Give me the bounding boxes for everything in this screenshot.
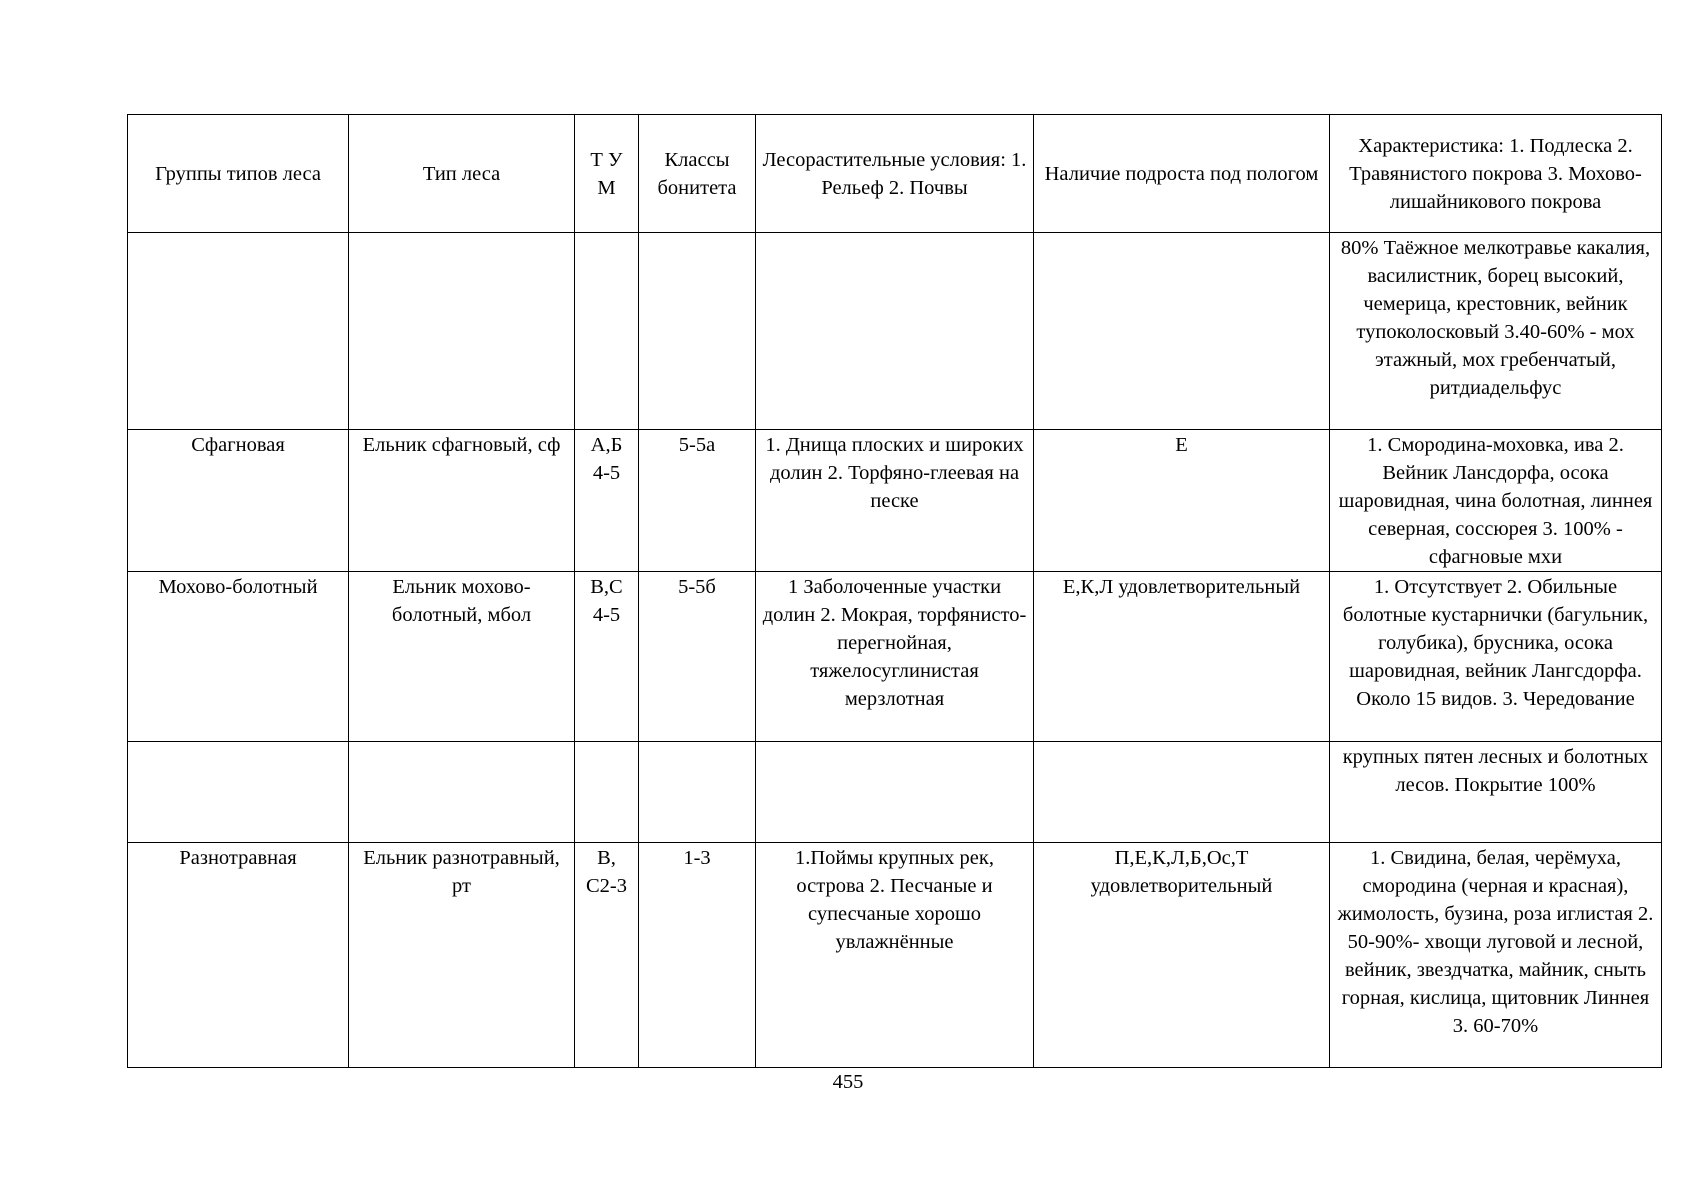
table-row [128,843,1662,1068]
table-cell: 1 Заболоченные участки долин 2. Мокрая, торфянисто-перегнойная, тяжелосуглинистая мерзлотная [756,572,1034,742]
table-cell: 1. Отсутствует 2. Обильные болотные кустарнички (багульник, голубика), брусника, осока шаровидная, вейник Лангсдорфа. Около 15 видов. 3. Чередование [1330,572,1662,742]
forest-types-table [127,114,1662,1068]
table-cell [1034,742,1330,843]
table-cell [128,233,349,430]
table-cell: 1-3 [639,843,756,1068]
table-cell: А,Б 4-5 [575,430,639,572]
table-cell: 1. Смородина-моховка, ива 2. Вейник Лансдорфа, осока шаровидная, чина болотная, линнея северная, соссюрея 3. 100% - сфагновые мхи [1330,430,1662,572]
table-cell: крупных пятен лесных и болотных лесов. Покрытие 100% [1330,742,1662,843]
table-cell: Разнотравная [128,843,349,1068]
table-row [128,742,1662,843]
table-cell [639,742,756,843]
table-cell [639,233,756,430]
header-forest-type: Тип леса [349,115,575,233]
header-bonitet-classes: Классы бонитета [639,115,756,233]
table-cell [128,742,349,843]
table-cell: В,С 4-5 [575,572,639,742]
table-header-row [128,115,1662,233]
table-cell: П,Е,К,Л,Б,Ос,Т удовлетворительный [1034,843,1330,1068]
table-cell: 80% Таёжное мелкотравье какалия, василистник, борец высокий, чемерица, крестовник, вейник тупоколосковый 3.40-60% - мох этажный, мох гребенчатый, ритдиадельфус [1330,233,1662,430]
table-cell: В, С2-3 [575,843,639,1068]
table-cell [349,233,575,430]
table-cell: Е,К,Л удовлетворительный [1034,572,1330,742]
table-cell: 1.Поймы крупных рек, острова 2. Песчаные и супесчаные хорошо увлажнённые [756,843,1034,1068]
header-tum: Т У М [575,115,639,233]
table-cell: Ельник мохово-болотный, мбол [349,572,575,742]
table-cell: Сфагновая [128,430,349,572]
table-cell [349,742,575,843]
table-cell [575,233,639,430]
table-cell: Ельник сфагновый, сф [349,430,575,572]
header-undergrowth: Наличие подроста под пологом [1034,115,1330,233]
header-characteristics: Характеристика: 1. Подлеска 2. Травянистого покрова 3. Мохово-лишайникового покрова [1330,115,1662,233]
table-cell [1034,233,1330,430]
table-cell [575,742,639,843]
table-cell: Ельник разнотравный, рт [349,843,575,1068]
table-cell: Мохово-болотный [128,572,349,742]
header-growing-conditions: Лесорастительные условия: 1. Рельеф 2. Почвы [756,115,1034,233]
table-cell [756,742,1034,843]
table-cell: 1. Свидина, белая, черёмуха, смородина (черная и красная), жимолость, бузина, роза иглистая 2. 50-90%- хвощи луговой и лесной, вейник, звездчатка, майник, сныть горная, кислица, щитовник Линнея 3. 60-70% [1330,843,1662,1068]
page-number: 455 [832,1071,864,1093]
table-row [128,430,1662,572]
table-row [128,572,1662,742]
table-cell [756,233,1034,430]
table-row [128,233,1662,430]
table-cell: Е [1034,430,1330,572]
header-forest-type-groups: Группы типов леса [128,115,349,233]
table-cell: 5-5а [639,430,756,572]
table-cell: 1. Днища плоских и широких долин 2. Торфяно-глеевая на песке [756,430,1034,572]
table-cell: 5-5б [639,572,756,742]
